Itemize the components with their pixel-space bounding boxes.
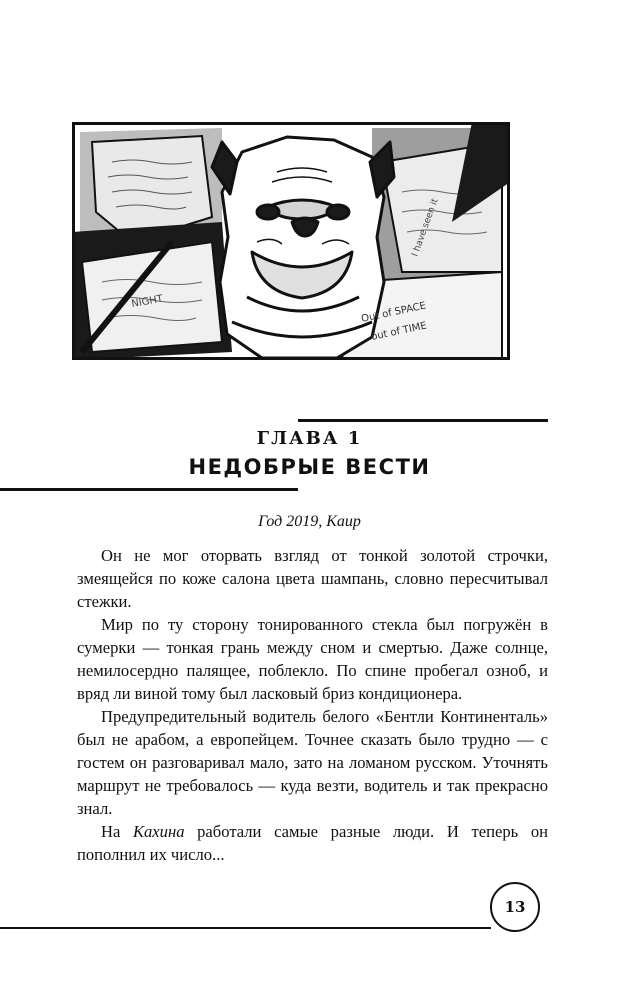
letter-text-night: NIGHT [130,293,164,310]
paragraph-4 [77,820,548,866]
page-footer-rule [0,927,491,929]
chapter-body [77,544,548,866]
letter-text-seen: I have seen it [410,197,441,259]
paragraph-4-italic: Кахина [132,822,185,841]
paragraph-3: Предупредительный водитель белого «Бентли Континенталь» был не арабом, а европейцем. Точнее сказать было трудно — с гостем он разговаривал мало, зато на ломаном русском. Уточнять маршрут не требовалось — куда везти, водитель и так прекрасно знал. [77,707,548,818]
heading-rule-bottom [0,488,298,491]
heading-rule-top [298,419,548,422]
chapter-illustration [72,122,510,360]
chapter-title: НЕДОБРЫЕ ВЕСТИ [188,455,431,479]
paragraph-1: Он не мог оторвать взгляд от тонкой золотой строчки, змеящейся по коже салона цвета шампань, словно пересчитывал стежки. [77,546,548,611]
letter-text-space: Out of SPACE [360,300,428,325]
chapter-label: ГЛАВА 1 [256,428,363,449]
epigraph-place-date: Год 2019, Каир [258,513,361,530]
page-number: 13 [490,882,540,932]
bulldog-illustration [72,122,510,360]
letter-text-time: out of TIME [370,320,428,343]
paragraph-4-start: На [101,822,133,841]
paragraph-2: Мир по ту сторону тонированного стекла был погружён в сумерки — тонкая грань между сном и смертью. Даже солнце, немилосердно палящее, поблекло. По спине пробегал озноб, и вряд ли виной тому был ласковый бриз кондиционера. [77,615,548,703]
paragraph-4-end: работали самые разные люди. И теперь он пополнил их число... [77,822,548,864]
